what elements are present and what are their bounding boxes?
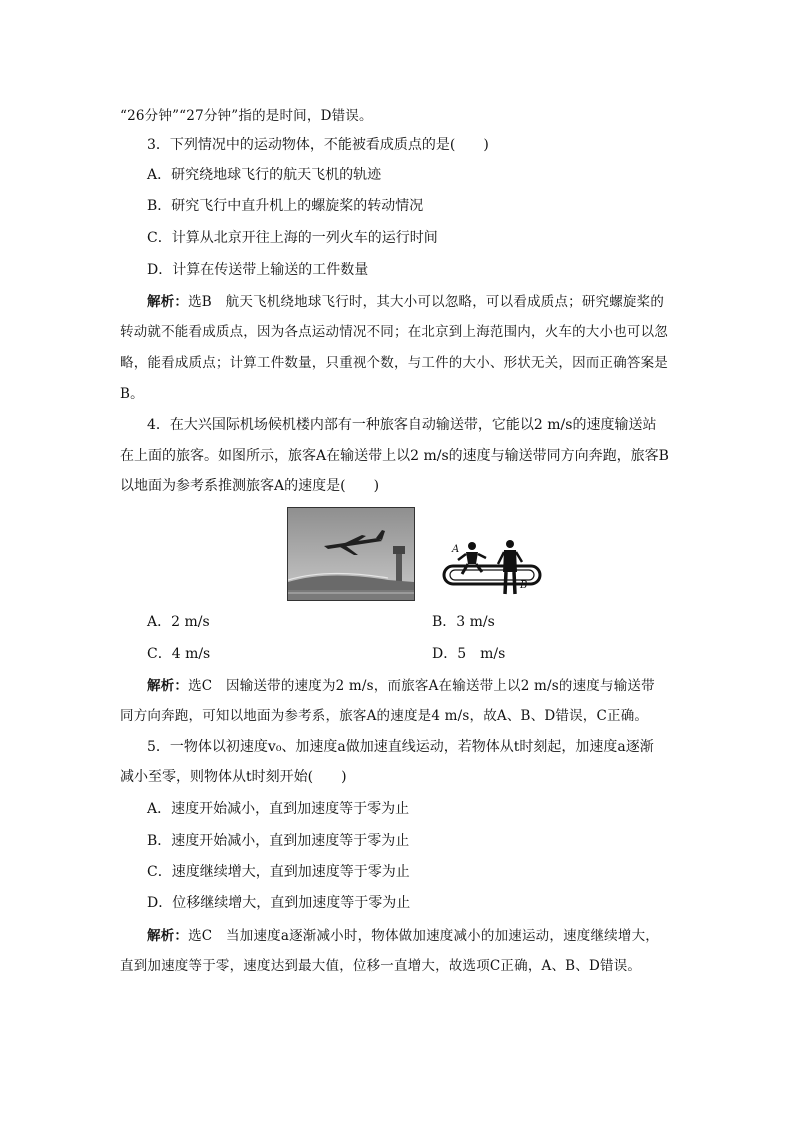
q3-explanation-line: 略，能看成质点；计算工件数量，只重视个数，与工件的大小、形状无关，因而正确答案是	[120, 355, 668, 371]
q4-option-a: A．2 m/s	[147, 614, 210, 630]
airport-photo	[287, 507, 415, 601]
q4-option-c: C．4 m/s	[147, 646, 211, 662]
q4-option-b: B．3 m/s	[432, 614, 495, 630]
q3-explanation-line: 转动就不能看成质点，因为各点运动情况不同；在北京到上海范围内，火车的大小也可以忽	[120, 324, 668, 340]
explanation-label: 解析：	[147, 294, 189, 310]
q3-option-a: A．研究绕地球飞行的航天飞机的轨迹	[147, 167, 382, 183]
text-line: “26分钟”“27分钟”指的是时间，D错误。	[120, 108, 373, 124]
question-5-stem: 减小至零，则物体从t时刻开始( )	[120, 769, 347, 785]
q4-option-d: D．5 m/s	[432, 646, 506, 662]
explanation-label: 解析：	[147, 928, 189, 944]
q3-explanation-line	[147, 292, 664, 312]
q4-explanation-line: 同方向奔跑，可知以地面为参考系，旅客A的速度是4 m/s，故A、B、D错误，C正确。	[120, 708, 649, 724]
question-5-stem: 5．一物体以初速度v₀、加速度a做加速直线运动，若物体从t时刻起，加速度a逐渐	[147, 739, 654, 755]
question-4-stem: 4．在大兴国际机场候机楼内部有一种旅客自动输送带，它能以2 m/s的速度输送站	[147, 417, 657, 433]
q5-explanation-line: 直到加速度等于零，速度达到最大值，位移一直增大，故选项C正确，A、B、D错误。	[120, 958, 642, 974]
question-3-stem: 3．下列情况中的运动物体，不能被看成质点的是( )	[147, 137, 489, 153]
explanation-text: 选C 当加速度a逐渐减小时，物体做加速度减小的加速运动，速度继续增大，	[188, 928, 659, 944]
q5-option-d: D．位移继续增大，直到加速度等于零为止	[147, 895, 411, 911]
explanation-text: 选C 因输送带的速度为2 m/s，而旅客A在输送带上以2 m/s的速度与输送带	[188, 678, 655, 694]
q5-option-c: C．速度继续增大，直到加速度等于零为止	[147, 864, 410, 880]
q3-explanation-line: B。	[120, 386, 144, 402]
airport-photo-image	[288, 508, 414, 600]
q5-explanation-line	[147, 926, 659, 946]
q5-option-b: B．速度开始减小，直到加速度等于零为止	[147, 833, 410, 849]
figure-label-b: B	[520, 580, 528, 591]
conveyor-belt-figure	[440, 536, 546, 596]
q3-option-b: B．研究飞行中直升机上的螺旋桨的转动情况	[147, 198, 424, 214]
explanation-text: 选B 航天飞机绕地球飞行时，其大小可以忽略，可以看成质点；研究螺旋桨的	[188, 294, 665, 310]
q4-explanation-line	[147, 676, 655, 696]
question-4-stem: 以地面为参考系推测旅客A的速度是( )	[120, 478, 380, 494]
figure-label-a: A	[452, 544, 460, 555]
q3-option-d: D．计算在传送带上输送的工件数量	[147, 262, 369, 278]
question-4-stem: 在上面的旅客。如图所示，旅客A在输送带上以2 m/s的速度与输送带同方向奔跑，旅客B	[120, 448, 669, 464]
explanation-label: 解析：	[147, 678, 189, 694]
q5-option-a: A．速度开始减小，直到加速度等于零为止	[147, 801, 410, 817]
q3-option-c: C．计算从北京开往上海的一列火车的运行时间	[147, 230, 438, 246]
